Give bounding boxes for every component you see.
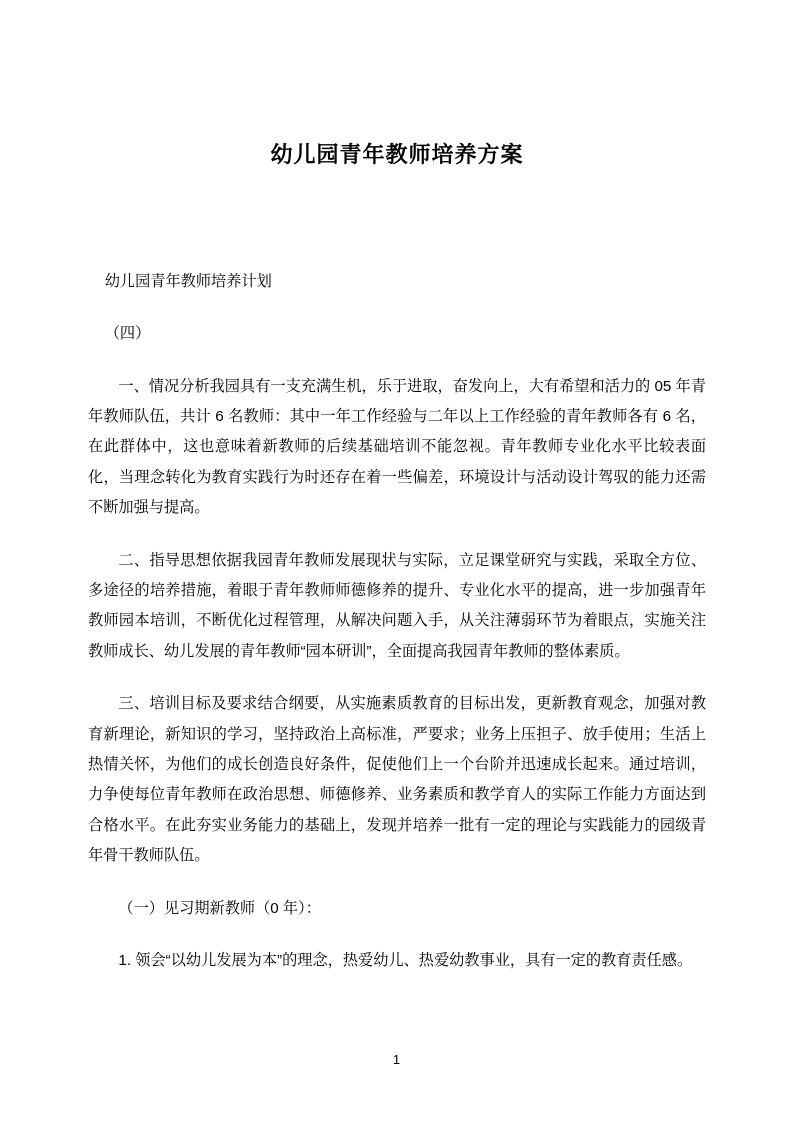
page-number: 1 <box>392 1052 401 1067</box>
paragraph-gap <box>88 350 706 372</box>
paragraph-probation-heading: （一）见习期新教师（0 年）： <box>118 899 321 917</box>
paragraph-gap <box>88 297 706 319</box>
paragraph-training-goals: 三、培训目标及要求结合纲要，从实施素质教育的目标出发，更新教育观念，加强对教育新理论，新知识的学习，坚持政治上高标准，严要求；业务上压担子、放手使用；生活上热情关怀，为他们的成长创造良好条件，促使他们上一个台阶并迅速成长起来。通过培训，力争使每位青年教师在政治思想、师德修养、业务素质和教学育人的实际工作能力方面达到合格水平。在此夯实业务能力的基础上，发现并培养一批有一定的理论与实践能力的园级青年骨干教师队伍。 <box>88 695 706 865</box>
paragraph-gap <box>88 667 706 689</box>
paragraph-gap <box>88 924 706 946</box>
paragraph-subtitle: 幼儿园青年教师培养计划 <box>104 272 272 290</box>
page-title: 幼儿园青年教师培养方案 <box>270 142 524 167</box>
paragraph-situation-analysis: 一、情况分析我园具有一支充满生机，乐于进取，奋发向上，大有希望和活力的 05 年青年教师队伍，共计 6 名教师：其中一年工作经验与二年以上工作经验的青年教师各有 6 名，在此群体中，这也意味着新教师的后续基础培训不能忽视。青年教师专业化水平比较表面化，当理念转化为教育实践行为时还存在着一些偏差，环境设计与活动设计驾驭的能力还需不断加强与提高。 <box>88 377 706 517</box>
paragraph-item-1: 1. 领会“以幼儿发展为本”的理念，热爱幼儿、热爱幼教事业，具有一定的教育责任感。 <box>118 952 693 970</box>
paragraph-section-marker: （四） <box>104 325 151 343</box>
document-body <box>88 0 706 977</box>
paragraph-gap <box>88 524 706 546</box>
paragraph-gap <box>88 872 706 894</box>
paragraph-guiding-ideology: 二、指导思想依据我园青年教师发展现状与实际，立足课堂研究与实践，采取全方位、多途径的培养措施，着眼于青年教师师德修养的提升、专业化水平的提高，进一步加强青年教师园本培训，不断优化过程管理，从解决问题入手，从关注薄弱环节为着眼点，实施关注教师成长、幼儿发展的青年教师“园本研训”，全面提高我园青年教师的整体素质。 <box>88 551 706 660</box>
title-spacer <box>88 171 706 267</box>
